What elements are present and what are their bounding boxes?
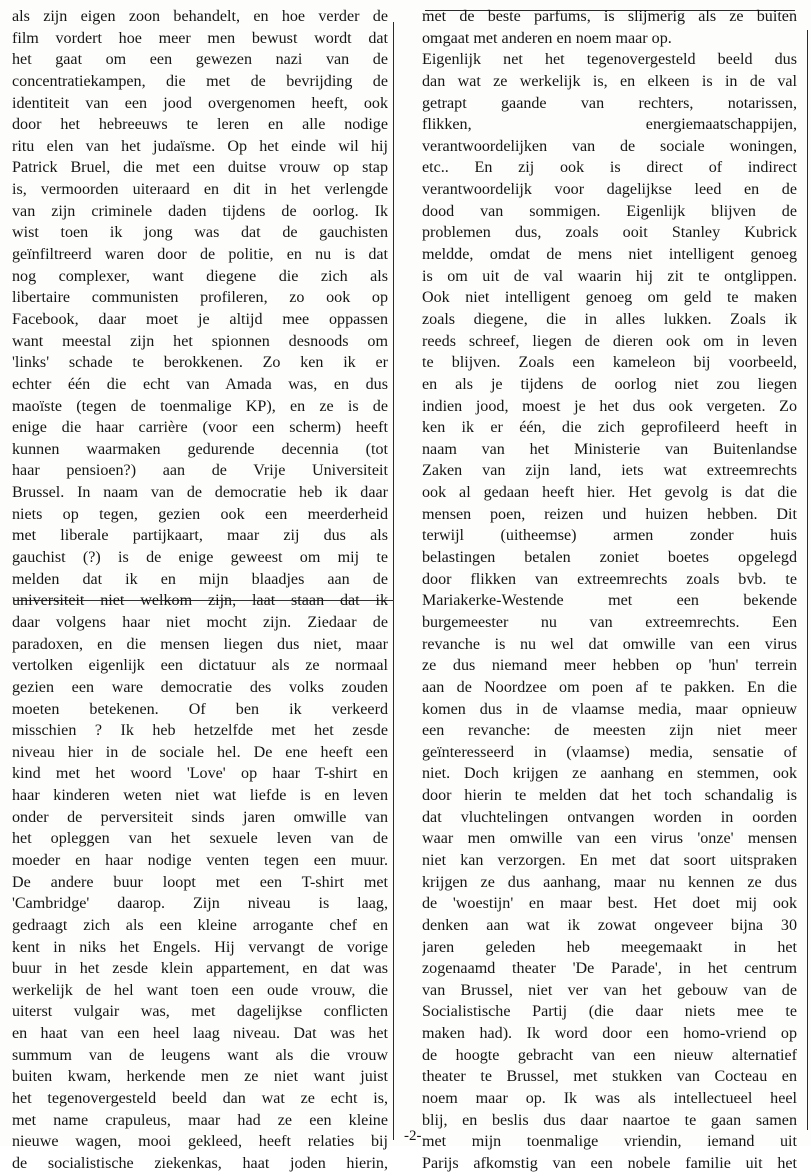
text-line: etc.. En zij ook is direct of indirect (422, 159, 797, 177)
text-line: als zijn eigen zoon behandelt, en hoe verder de (12, 8, 388, 25)
text-line: Eigenlijk net het tegenovergesteld beeld dus (422, 51, 797, 69)
text-line: gedraagt zich als een kleine arrogante chef en (12, 916, 388, 934)
text-line: dat vluchtelingen ontvangen worden in oorden (422, 808, 797, 826)
text-line: ze dus niemand meer hebben op 'hun' terrein (422, 657, 797, 675)
text-line: haar kinderen weten niet wat liefde is en leven (12, 787, 388, 805)
text-line: niet. Doch krijgen ze aanhang en stemmen, ook (422, 765, 797, 783)
text-line: melden dat ik en mijn blaadjes aan de (12, 570, 388, 588)
text-line: ritu elen van het judaïsme. Op het einde wil hij (12, 137, 388, 155)
text-line: mensen poen, reizen und huizen hebben. Dit (422, 505, 797, 523)
text-line: concentratiekampen, die met de bevrijding de (12, 72, 388, 90)
text-line: met de beste parfums, is slijmerig als ze buiten (422, 8, 797, 25)
text-line: met liberale partijkaart, maar zij dus als (12, 527, 388, 545)
text-line: zogenaamd theater 'De Parade', in het centrum (422, 960, 797, 978)
text-line: revanche is nu wel dat omwille van een virus (422, 635, 797, 653)
text-line: het opleggen van het sexuele leven van de (12, 830, 388, 848)
text-line: de socialistische ziekenkas, haat joden hierin, (12, 1154, 388, 1172)
text-line: niet kan verzorgen. En met dat soort uitspraken (422, 851, 797, 869)
text-line: moeten betekenen. Of ben ik verkeerd (12, 700, 388, 718)
text-line: problemen dus, zoals ooit Stanley Kubrick (422, 224, 797, 242)
left-text-column (12, 6, 388, 1175)
text-line: maoïste (tegen de toenmalige KP), en ze is de (12, 397, 388, 415)
text-line: theater te Brussel, met stukken van Cocteau en (422, 1068, 797, 1086)
text-line: krijgen ze dus aanhang, maar nu kennen ze dus (422, 873, 797, 891)
text-line: niveau hier in de sociale hel. De ene heeft een (12, 743, 388, 761)
text-line: met mijn toenmalige vriendin, iemand uit (422, 1133, 797, 1151)
text-line: meldde, omdat de mens niet intelligent genoeg (422, 246, 797, 264)
text-line: libertaire communisten profileren, zo ook op (12, 289, 388, 307)
text-line: het tegenovergesteld beeld dan wat ze echt is, (12, 1090, 388, 1108)
text-line: door flikken van extreemrechts zoals bvb. te (422, 570, 797, 588)
text-line: naam van het Ministerie van Buitenlandse (422, 440, 797, 458)
text-line: enige die haar carrière (voor een scherm) heeft (12, 419, 388, 437)
text-line: gauchist (?) is de enige geweest om mij te (12, 549, 388, 567)
text-line: moeder en haar nodige venten tegen een muur. (12, 851, 388, 869)
text-line: van Brussel, niet ver van het gebouw van de (422, 981, 797, 999)
text-line: want meestal zijn het spionnen desnoods om (12, 332, 388, 350)
text-line: dood van sommigen. Eigenlijk blijven de (422, 202, 797, 220)
text-line: blij, en beslis dus daar naartoe te gaan samen (422, 1111, 797, 1129)
text-line: onder de perversiteit sinds jaren omwille van (12, 808, 388, 826)
text-line: reeds schreef, liegen de dieren ook om in leven (422, 332, 797, 350)
text-line: denken aan wat ik zowat ongeveer bijna 30 (422, 916, 797, 934)
page-number: -2- (404, 1128, 422, 1144)
text-line: film vordert hoe meer men bewust wordt dat (12, 29, 388, 47)
text-line: verantwoordelijken van de sociale woningen, (422, 137, 797, 155)
text-line: summum van de leugens want als die vrouw (12, 1046, 388, 1064)
text-line: verantwoordelijk voor dagelijkse leed en de (422, 181, 797, 199)
text-line: waar men omwille van een virus 'onze' mensen (422, 830, 797, 848)
text-line: een revanche: de meesten zijn niet meer (422, 722, 797, 740)
text-line: dan wat ze werkelijk is, en elkeen is in de val (422, 72, 797, 90)
text-line: kind met het woord 'Love' op haar T-shirt en (12, 765, 388, 783)
text-line: door hierin te melden dat het toch schandalig is (422, 787, 797, 805)
text-line: en als je tijdens de oorlog niet zou liegen (422, 375, 797, 393)
text-line: flikken, energiemaatschappijen, (422, 116, 797, 134)
text-line: belastingen betalen zoniet boetes opgelegd (422, 549, 797, 567)
text-line: is, vermoorden uiteraard en dit in het verlengde (12, 181, 388, 199)
text-line: wist toen ik jong was dat de gauchisten (12, 224, 388, 242)
text-line: echter één die echt van Amada was, en dus (12, 375, 388, 393)
text-line: de hoogte gebracht van een nieuw alternatief (422, 1046, 797, 1064)
text-line: 'links' schade te berokkenen. Zo ken ik er (12, 354, 388, 372)
text-line: kent in niks het Engels. Hij vervangt de vorige (12, 938, 388, 956)
text-line: nog complexer, want diegene die zich als (12, 267, 388, 285)
text-line: noem maar op. Ik was als intellectueel heel (422, 1090, 797, 1108)
text-line: door het hebreeuws te leren en alle nodige (12, 116, 388, 134)
text-line: De andere buur loopt met een T-shirt met (12, 873, 388, 891)
text-line: zoals diegene, die in alles lukken. Zoals ik (422, 310, 797, 328)
text-line: Mariakerke-Westende met een bekende (422, 592, 797, 610)
text-line: uiterst vulgair was, met dagelijkse conflicten (12, 1003, 388, 1021)
text-line: ken ik er één, die zich geprofileerd heeft in (422, 419, 797, 437)
text-line: Patrick Bruel, die met een duitse vrouw op stap (12, 159, 388, 177)
text-line: en haat van een heel laag niveau. Dat was het (12, 1025, 388, 1043)
text-line: is om uit de val waarin hij zit te ontglippen. (422, 267, 797, 285)
text-line: Ook niet intelligent genoeg om geld te maken (422, 289, 797, 307)
text-line: Socialistische Partij (die daar niets mee te (422, 1003, 797, 1021)
text-line: werkelijk de hel want toen een oude vrouw, die (12, 981, 388, 999)
text-line: paradoxen, en die mensen liegen dus niet, maar (12, 635, 388, 653)
text-line: komen dus in de vlaamse media, maar opnieuw (422, 700, 797, 718)
text-line: terwijl (uitheemse) armen zonder huis (422, 527, 797, 545)
text-line: kunnen waarmaken gedurende decennia (tot (12, 440, 388, 458)
text-line: daar volgens haar niet mocht zijn. Ziedaar de (12, 613, 388, 631)
text-line: niets op tegen, gezien ook een meerderheid (12, 505, 388, 523)
text-line: te blijven. Zoals een kameleon bij voorbeeld, (422, 354, 797, 372)
text-line: Zaken van zijn land, iets wat extreemrechts (422, 462, 797, 480)
text-line: buur in het zesde klein appartement, en dat was (12, 960, 388, 978)
text-line: Brussel. In naam van de democratie heb ik daar (12, 484, 388, 502)
right-margin-rule (807, 30, 808, 1130)
text-line: de 'woestijn' en maar best. Het doet mij ook (422, 895, 797, 913)
text-line: indien jood, moest je het dus ook vergeten. Zo (422, 397, 797, 415)
text-line: misschien ? Ik heb hetzelfde met het zesde (12, 722, 388, 740)
text-line: getrapt gaande van rechters, notarissen, (422, 94, 797, 112)
text-line: 'Cambridge' daarop. Zijn niveau is laag, (12, 895, 388, 913)
text-line: met name crapuleus, maar had ze een kleine (12, 1111, 388, 1129)
right-text-column (422, 6, 797, 1175)
text-line: het gaat om een gewezen nazi van de (12, 51, 388, 69)
column-divider (393, 22, 394, 1140)
text-line: haar pensioen?) aan de Vrije Universiteit (12, 462, 388, 480)
text-line: Parijs afkomstig van een nobele familie uit het (422, 1154, 797, 1172)
text-line: geïnteresseerd in (vlaamse) media, sensatie of (422, 743, 797, 761)
text-line: nieuwe wagen, mooi gekleed, heeft relaties bij (12, 1133, 388, 1151)
text-line: gezien een ware democratie des volks zouden (12, 678, 388, 696)
text-line: jaren geleden heb meegemaakt in het (422, 938, 797, 956)
text-line: identiteit van een jood overgenomen heeft, ook (12, 94, 388, 112)
text-line: ook al gedaan heeft hier. Het gevolg is dat die (422, 484, 797, 502)
text-line: omgaat met anderen en noem maar op. (422, 29, 672, 47)
text-line: aan de Noordzee om poen af te pakken. En die (422, 678, 797, 696)
text-line: maken had). Ik word door een homo-vriend op (422, 1025, 797, 1043)
text-line: geïnfiltreerd waren door de politie, en nu is dat (12, 246, 388, 264)
text-line: universiteit niet welkom zijn, laat staan dat ik (12, 592, 388, 610)
text-line: buiten kwam, herkende men ze niet want juist (12, 1068, 388, 1086)
text-line: vertolken eigenlijk een dictatuur als ze normaal (12, 657, 388, 675)
text-line: van zijn criminele daden tijdens de oorlog. Ik (12, 202, 388, 220)
text-line: Facebook, daar moet je altijd mee oppassen (12, 310, 388, 328)
text-line: burgemeester nu van extreemrechts. Een (422, 613, 797, 631)
